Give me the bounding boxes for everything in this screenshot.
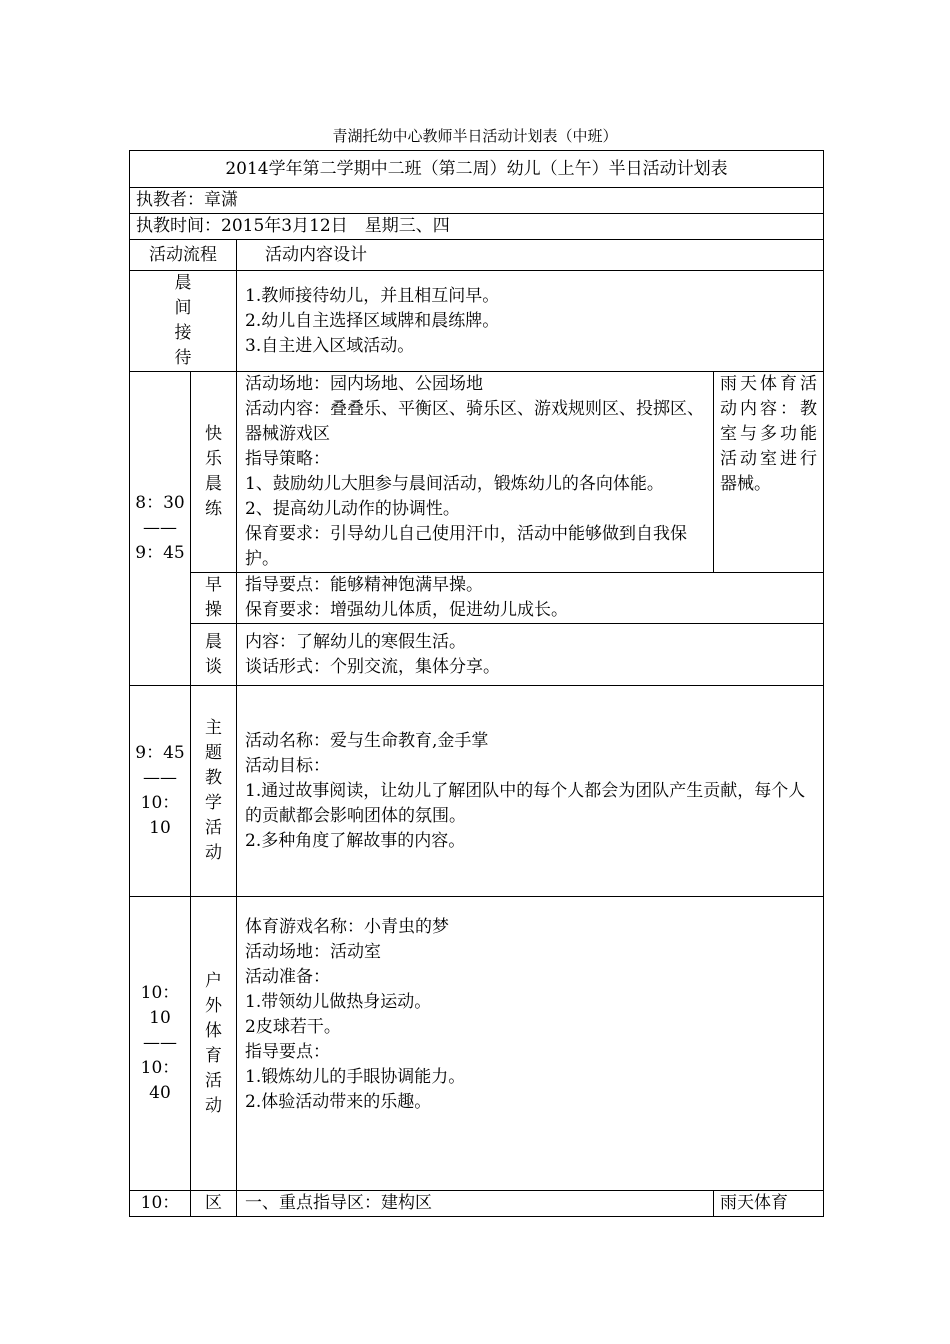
slot-3-time: 10： 10 —— 10： 40	[130, 897, 191, 1191]
time-field: 执教时间：2015年3月12日 星期三、四	[130, 214, 824, 240]
outdoor-pe-content: 体育游戏名称：小青虫的梦 活动场地：活动室 活动准备： 1.带领幼儿做热身运动。 2皮球若干。 指导要点： 1.锻炼幼儿的手眼协调能力。 2.体验活动带来的乐趣。	[237, 897, 824, 1191]
morning-reception-label: 晨 间 接 待	[130, 271, 237, 372]
content-header: 活动内容设计	[237, 240, 824, 271]
header-row	[130, 240, 824, 271]
teacher-row	[130, 188, 824, 214]
morning-reception-content: 1.教师接待幼儿，并且相互问早。 2.幼儿自主选择区域牌和晨练牌。 3.自主进入区域活动。	[237, 271, 824, 372]
outdoor-pe-label: 户 外 体 育 活 动	[191, 897, 237, 1191]
document-title: 青湖托幼中心教师半日活动计划表（中班）	[332, 127, 618, 145]
half-day-plan-table	[129, 150, 824, 1217]
theme-activity-row	[130, 686, 824, 897]
morning-drill-content: 指导要点：能够精神饱满早操。 保育要求：增强幼儿体质，促进幼儿成长。	[237, 573, 824, 624]
slot-1-time: 8：30 —— 9：45	[130, 372, 191, 686]
morning-talk-label: 晨 谈	[191, 624, 237, 686]
teacher-field: 执教者：章潇	[130, 188, 824, 214]
morning-reception-row	[130, 271, 824, 372]
theme-activity-content: 活动名称：爱与生命教育,金手掌 活动目标： 1.通过故事阅读，让幼儿了解团队中的每个人都会为团队产生贡献，每个人的贡献都会影响团体的氛围。 2.多种角度了解故事的内容。	[237, 686, 824, 897]
area-activity-row	[130, 1191, 824, 1217]
plan-title: 2014学年第二学期中二班（第二周）幼儿（上午）半日活动计划表	[130, 151, 824, 188]
morning-drill-row	[130, 573, 824, 624]
morning-drill-label: 早 操	[191, 573, 237, 624]
morning-talk-content: 内容：了解幼儿的寒假生活。 谈话形式：个别交流，集体分享。	[237, 624, 824, 686]
area-activity-label: 区	[191, 1191, 237, 1217]
rainy-day-note: 雨天体育活动内容：教室与多功能活动室进行器械。	[714, 372, 824, 573]
area-rainy-note: 雨天体育	[714, 1191, 824, 1217]
happy-exercise-label: 快 乐 晨 练	[191, 372, 237, 573]
time-row	[130, 214, 824, 240]
plan-title-row	[130, 151, 824, 188]
process-header: 活动流程	[130, 240, 237, 271]
happy-exercise-content: 活动场地：园内场地、公园场地 活动内容：叠叠乐、平衡区、骑乐区、游戏规则区、投掷区、器械游戏区 指导策略： 1、鼓励幼儿大胆参与晨间活动，锻炼幼儿的各向体能。 2、提高幼儿动作的协调性。 保育要求：引导幼儿自己使用汗巾，活动中能够做到自我保护。	[237, 372, 714, 573]
happy-exercise-row	[130, 372, 824, 573]
outdoor-pe-row	[130, 897, 824, 1191]
theme-activity-label: 主 题 教 学 活 动	[191, 686, 237, 897]
slot-2-time: 9：45 —— 10： 10	[130, 686, 191, 897]
area-activity-content: 一、重点指导区：建构区	[237, 1191, 714, 1217]
morning-talk-row	[130, 624, 824, 686]
slot-4-time: 10：	[130, 1191, 191, 1217]
